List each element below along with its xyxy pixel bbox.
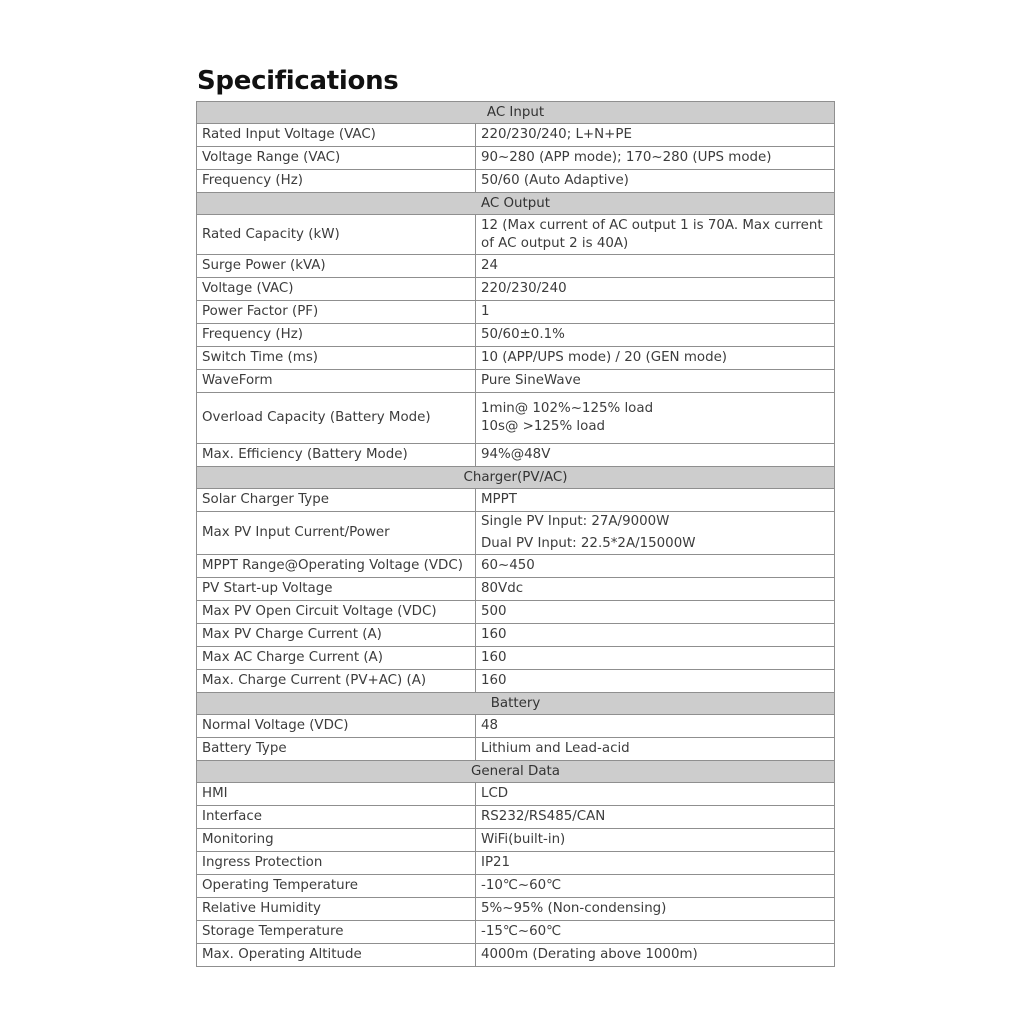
table-row (197, 578, 835, 601)
spec-value-line: 1min@ 102%~125% load (481, 401, 654, 416)
spec-value (476, 444, 835, 467)
spec-label: Solar Charger Type (197, 489, 476, 512)
table-row (197, 301, 835, 324)
spec-value-line: -10℃~60℃ (481, 878, 562, 893)
spec-label: Relative Humidity (197, 898, 476, 921)
spec-value (476, 147, 835, 170)
table-row (197, 255, 835, 278)
spec-label: WaveForm (197, 370, 476, 393)
spec-value (476, 370, 835, 393)
table-row (197, 512, 835, 555)
spec-value (476, 578, 835, 601)
table-row (197, 875, 835, 898)
spec-value-line: IP21 (481, 855, 511, 870)
section-title: Battery (197, 693, 835, 715)
spec-label: Frequency (Hz) (197, 170, 476, 193)
spec-value-line: 4000m (Derating above 1000m) (481, 947, 698, 962)
table-row (197, 806, 835, 829)
spec-label: Interface (197, 806, 476, 829)
section-header-general-data (197, 761, 835, 783)
spec-value-line: 160 (481, 673, 507, 688)
table-row (197, 783, 835, 806)
spec-value (476, 806, 835, 829)
section-title: Charger(PV/AC) (197, 467, 835, 489)
spec-label: Voltage Range (VAC) (197, 147, 476, 170)
spec-value (476, 215, 835, 255)
spec-label: Operating Temperature (197, 875, 476, 898)
table-row (197, 647, 835, 670)
spec-label: Max PV Open Circuit Voltage (VDC) (197, 601, 476, 624)
spec-label: Switch Time (ms) (197, 347, 476, 370)
spec-value-line: 50/60±0.1% (481, 327, 565, 342)
spec-value (476, 489, 835, 512)
section-title: AC Output (197, 193, 835, 215)
spec-value-line: 60~450 (481, 558, 535, 573)
table-row (197, 147, 835, 170)
table-row (197, 347, 835, 370)
spec-value (476, 555, 835, 578)
spec-value (476, 624, 835, 647)
section-header-ac-output (197, 193, 835, 215)
spec-value (476, 124, 835, 147)
spec-value-line: 220/230/240 (481, 281, 567, 296)
table-row (197, 215, 835, 255)
section-header-charger-pv-ac (197, 467, 835, 489)
spec-label: PV Start-up Voltage (197, 578, 476, 601)
spec-value-line: 10s@ >125% load (481, 419, 606, 434)
spec-value-line: 160 (481, 650, 507, 665)
spec-value (476, 829, 835, 852)
section-header-ac-input (197, 102, 835, 124)
spec-label: Monitoring (197, 829, 476, 852)
table-row (197, 738, 835, 761)
table-row (197, 829, 835, 852)
spec-label: Storage Temperature (197, 921, 476, 944)
table-row (197, 921, 835, 944)
section-title: General Data (197, 761, 835, 783)
spec-value (476, 255, 835, 278)
spec-label: Overload Capacity (Battery Mode) (197, 393, 476, 444)
spec-label: Power Factor (PF) (197, 301, 476, 324)
spec-label: Battery Type (197, 738, 476, 761)
spec-value-line: 1 (481, 304, 490, 319)
spec-value-line: 80Vdc (481, 581, 524, 596)
spec-value-line: 500 (481, 604, 507, 619)
table-row (197, 324, 835, 347)
spec-value (476, 324, 835, 347)
spec-label: Rated Capacity (kW) (197, 215, 476, 255)
spec-value (476, 738, 835, 761)
spec-label: Max AC Charge Current (A) (197, 647, 476, 670)
spec-value-line: Single PV Input: 27A/9000W (481, 514, 670, 529)
table-row (197, 944, 835, 967)
table-row (197, 444, 835, 467)
section-title: AC Input (197, 102, 835, 124)
spec-value-line: Lithium and Lead-acid (481, 741, 630, 756)
spec-value-line: 12 (Max current of AC output 1 is 70A. Max current of AC output 2 is 40A) (481, 217, 823, 251)
spec-value-line: MPPT (481, 492, 517, 507)
spec-value (476, 512, 835, 555)
table-row (197, 124, 835, 147)
table-row (197, 898, 835, 921)
spec-value-line: 160 (481, 627, 507, 642)
spec-value (476, 944, 835, 967)
spec-value (476, 601, 835, 624)
spec-value-line: 94%@48V (481, 447, 551, 462)
spec-value (476, 921, 835, 944)
spec-label: Ingress Protection (197, 852, 476, 875)
spec-value (476, 783, 835, 806)
table-row (197, 489, 835, 512)
spec-label: Max PV Charge Current (A) (197, 624, 476, 647)
table-row (197, 370, 835, 393)
spec-value (476, 852, 835, 875)
table-row (197, 278, 835, 301)
spec-value-line: WiFi(built-in) (481, 832, 566, 847)
table-row (197, 555, 835, 578)
spec-label: Rated Input Voltage (VAC) (197, 124, 476, 147)
spec-label: Max. Charge Current (PV+AC) (A) (197, 670, 476, 693)
section-header-battery (197, 693, 835, 715)
spec-value-line: 10 (APP/UPS mode) / 20 (GEN mode) (481, 350, 728, 365)
spec-value-line: 24 (481, 258, 499, 273)
spec-value-line: RS232/RS485/CAN (481, 809, 606, 824)
table-row (197, 601, 835, 624)
table-row (197, 715, 835, 738)
spec-value (476, 301, 835, 324)
spec-value (476, 278, 835, 301)
spec-value-line: -15℃~60℃ (481, 924, 562, 939)
table-row (197, 624, 835, 647)
spec-value (476, 393, 835, 444)
spec-label: HMI (197, 783, 476, 806)
spec-label: Normal Voltage (VDC) (197, 715, 476, 738)
spec-value-line: 5%~95% (Non-condensing) (481, 901, 667, 916)
spec-value-line: 90~280 (APP mode); 170~280 (UPS mode) (481, 150, 772, 165)
page-title: Specifications (197, 66, 399, 96)
spec-value (476, 170, 835, 193)
spec-value-line: 48 (481, 718, 499, 733)
spec-value-line: 50/60 (Auto Adaptive) (481, 173, 629, 188)
table-row (197, 670, 835, 693)
spec-label: Surge Power (kVA) (197, 255, 476, 278)
spec-label: MPPT Range@Operating Voltage (VDC) (197, 555, 476, 578)
specifications-table-body (197, 102, 835, 967)
spec-label: Max PV Input Current/Power (197, 512, 476, 555)
spec-value-line: Dual PV Input: 22.5*2A/15000W (481, 536, 696, 551)
spec-value (476, 347, 835, 370)
table-row (197, 393, 835, 444)
spec-value (476, 898, 835, 921)
spec-value (476, 647, 835, 670)
spec-value-line: Pure SineWave (481, 373, 581, 388)
spec-value (476, 715, 835, 738)
spec-label: Max. Operating Altitude (197, 944, 476, 967)
spec-value (476, 670, 835, 693)
specifications-table (196, 101, 835, 967)
spec-value (476, 875, 835, 898)
spec-label: Voltage (VAC) (197, 278, 476, 301)
table-row (197, 852, 835, 875)
table-row (197, 170, 835, 193)
spec-value-line: 220/230/240; L+N+PE (481, 127, 632, 142)
spec-label: Frequency (Hz) (197, 324, 476, 347)
spec-value-line: LCD (481, 786, 509, 801)
spec-label: Max. Efficiency (Battery Mode) (197, 444, 476, 467)
